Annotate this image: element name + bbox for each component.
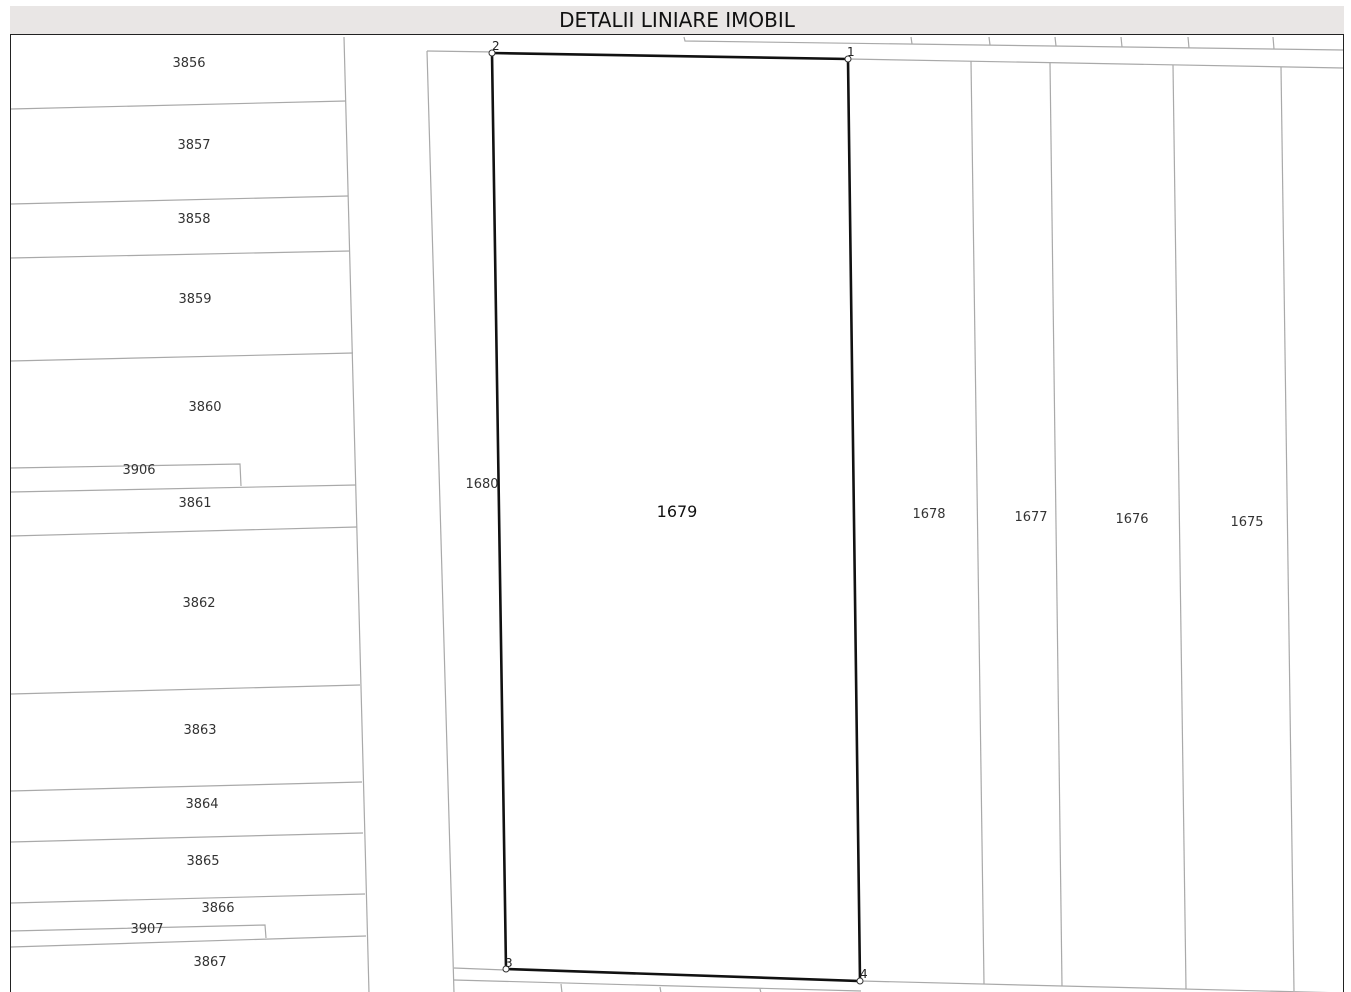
parcel-label-3859: 3859 (178, 292, 212, 307)
parcel-label-3856: 3856 (172, 56, 206, 71)
parcel-label-3907: 3907 (130, 922, 164, 937)
parcel-label-1677: 1677 (1014, 510, 1048, 525)
vertex-label-2: 2 (492, 39, 500, 53)
cadastral-map[interactable] (10, 34, 1344, 992)
parcel-label-3857: 3857 (177, 138, 211, 153)
parcel-label-3862: 3862 (182, 596, 216, 611)
parcel-label-1679: 1679 (656, 502, 698, 521)
parcel-label-3864: 3864 (185, 797, 219, 812)
parcel-label-3863: 3863 (183, 723, 217, 738)
parcel-label-1680: 1680 (465, 477, 499, 492)
parcel-label-3861: 3861 (178, 496, 212, 511)
parcel-label-3858: 3858 (177, 212, 211, 227)
parcel-label-3866: 3866 (201, 901, 235, 916)
map-title: DETALII LINIARE IMOBIL (10, 6, 1344, 34)
vertex-label-1: 1 (847, 45, 855, 59)
parcel-label-1675: 1675 (1230, 515, 1264, 530)
parcel-label-3865: 3865 (186, 854, 220, 869)
parcel-label-3867: 3867 (193, 955, 227, 970)
map-canvas (10, 34, 1344, 992)
vertex-label-3: 3 (505, 956, 513, 970)
parcel-label-3906: 3906 (122, 463, 156, 478)
parcel-label-3860: 3860 (188, 400, 222, 415)
parcel-label-1676: 1676 (1115, 512, 1149, 527)
vertex-label-4: 4 (860, 967, 868, 981)
left-parcel-lines (11, 37, 369, 992)
road-parcel-lines (427, 37, 1344, 992)
parcel-label-1678: 1678 (912, 507, 946, 522)
